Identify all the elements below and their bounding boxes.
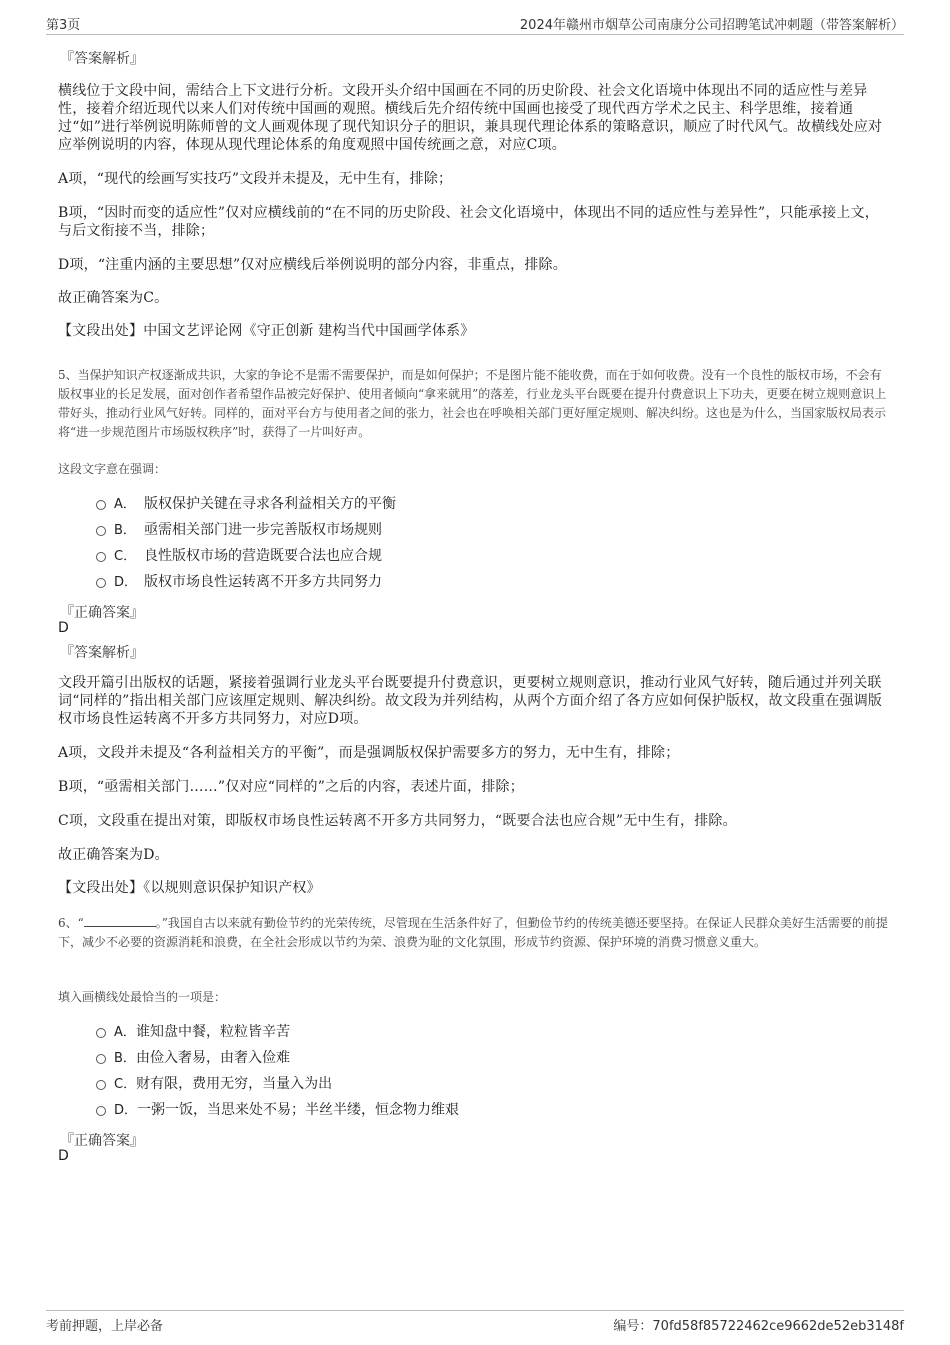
question-6-prefix: 6、“ [58,916,84,930]
analysis-option-c: C项，文段重在提出对策，即版权市场良性运转离不开多方共同努力，“既要合法也应合规”无中生有，排除。 [58,813,737,829]
question-6-option-c[interactable] [96,1074,332,1094]
question-6-prompt: 填入画横线处最恰当的一项是： [58,990,227,1004]
document-id: 编号：70fd58f85722462ce9662de52eb3148f [613,1319,904,1334]
option-letter: A． [114,497,136,512]
option-letter: C． [114,1077,137,1092]
analysis-paragraph: 横线位于文段中间，需结合上下文进行分析。文段开头介绍中国画在不同的历史阶段、社会文化语境中体现出不同的适应性与差异性，接着介绍近现代以来人们对传统中国画的观照。横线后先介绍传统中国画也接受了现代西方学术之民主、科学思维，接着通过“如”进行举例说明陈师曾的文人画观体现了现代知识分子的胆识，兼具现代理论体系的策略意识，顺应了时代风气。故横线处应对应举例说明的内容，体现从现代理论体系的角度观照中国传统画之意，对应C项。 [58,83,883,153]
option-letter: B． [114,1051,136,1066]
question-5-text: 5、当保护知识产权逐渐成共识，大家的争论不是需不需要保护，而是如何保护；不是图片能不能收费，而在于如何收费。没有一个良性的版权市场，不会有版权事业的长足发展，面对创作者希望作品被完好保护、使用者倾向“拿来就用”的落差，行业龙头平台既要在提升付费意识上下功夫，更要在树立规则意识上带好头，推动行业风气好转。同样的，面对平台方与使用者之间的张力，社会也在呼唤相关部门更好厘定规则、解决纠纷。这也是为什么，当国家版权局表示将“进一步规范图片市场版权秩序”时，获得了一片叫好声。 [58,368,887,439]
question-5-prompt: 这段文字意在强调： [58,462,167,476]
question-6-option-b[interactable] [96,1048,290,1068]
analysis-heading: 『答案解析』 [60,645,144,661]
option-text: 一粥一饭，当思来处不易；半丝半缕，恒念物力维艰 [137,1102,460,1118]
question-5-option-b[interactable] [96,520,382,540]
page-header [46,12,904,35]
analysis-conclusion: 故正确答案为D。 [58,847,169,863]
correct-answer-heading: 『正确答案』 [60,605,144,621]
analysis-source: 【文段出处】《以规则意识保护知识产权》 [58,880,321,896]
analysis-heading: 『答案解析』 [60,51,144,67]
analysis-conclusion: 故正确答案为C。 [58,290,169,306]
radio-button-icon[interactable] [96,1106,106,1116]
option-letter: D． [114,1103,138,1118]
page-number: 第3页 [46,18,81,33]
correct-answer: D [58,1148,69,1164]
analysis-option-a: A项，文段并未提及“各利益相关方的平衡”，而是强调版权保护需要多方的努力，无中生有，排除； [58,745,680,761]
option-text: 良性版权市场的营造既要合法也应合规 [144,548,382,564]
option-text: 版权保护关键在寻求各利益相关方的平衡 [144,496,396,512]
option-letter: D． [114,575,138,590]
question-5-option-d[interactable] [96,572,382,592]
option-text: 版权市场良性运转离不开多方共同努力 [144,574,382,590]
question-6-option-d[interactable] [96,1100,459,1120]
question-6-option-a[interactable] [96,1022,290,1042]
option-text: 亟需相关部门进一步完善版权市场规则 [144,522,382,538]
radio-button-icon[interactable] [96,1028,106,1038]
fill-blank [84,914,156,927]
analysis-option-b: B项，“亟需相关部门……”仅对应“同样的”之后的内容，表述片面，排除； [58,779,524,795]
option-text: 财有限，费用无穷，当量入为出 [136,1076,333,1092]
page-footer [46,1310,904,1335]
radio-button-icon[interactable] [96,578,106,588]
question-5-option-c[interactable] [96,546,382,566]
footer-slogan: 考前押题，上岸必备 [46,1319,164,1334]
option-letter: C． [114,549,137,564]
question-6-body: 。”我国自古以来就有勤俭节约的光荣传统，尽管现在生活条件好了，但勤俭节约的传统美德还要坚持。在保证人民群众美好生活需要的前提下，减少不必要的资源消耗和浪费，在全社会形成以节约为荣、浪费为耻的文化氛围，形成节约资源、保护环境的消费习惯意义重大。 [58,916,888,949]
analysis-option-a: A项，“现代的绘画写实技巧”文段并未提及，无中生有，排除； [58,171,453,187]
analysis-option-d: D项，“注重内涵的主要思想”仅对应横线后举例说明的部分内容，非重点，排除。 [58,257,567,273]
radio-button-icon[interactable] [96,526,106,536]
option-letter: B． [114,523,136,538]
correct-answer: D [58,620,69,636]
document-title: 2024年赣州市烟草公司南康分公司招聘笔试冲刺题（带答案解析） [519,18,904,33]
analysis-source: 【文段出处】中国文艺评论网《守正创新 建构当代中国画学体系》 [58,323,475,339]
option-text: 由俭入奢易，由奢入俭难 [136,1050,290,1066]
analysis-option-b: B项，“因时而变的适应性”仅对应横线前的“在不同的历史阶段、社会文化语境中，体现出不同的适应性与差异性”，只能承接上文，与后文衔接不当，排除； [58,205,879,239]
correct-answer-heading: 『正确答案』 [60,1133,144,1149]
radio-button-icon[interactable] [96,1054,106,1064]
question-5-option-a[interactable] [96,494,396,514]
option-letter: A． [114,1025,136,1040]
radio-button-icon[interactable] [96,1080,106,1090]
analysis-paragraph: 文段开篇引出版权的话题，紧接着强调行业龙头平台既要提升付费意识，更要树立规则意识，推动行业风气好转，随后通过并列关联词“同样的”指出相关部门应该厘定规则、解决纠纷。故文段为并列结构，从两个方面介绍了各方应如何保护版权，故文段重在强调版权市场良性运转离不开多方共同努力，对应D项。 [58,675,883,727]
option-text: 谁知盘中餐，粒粒皆辛苦 [136,1024,290,1040]
question-6-text [58,914,888,952]
radio-button-icon[interactable] [96,552,106,562]
radio-button-icon[interactable] [96,500,106,510]
